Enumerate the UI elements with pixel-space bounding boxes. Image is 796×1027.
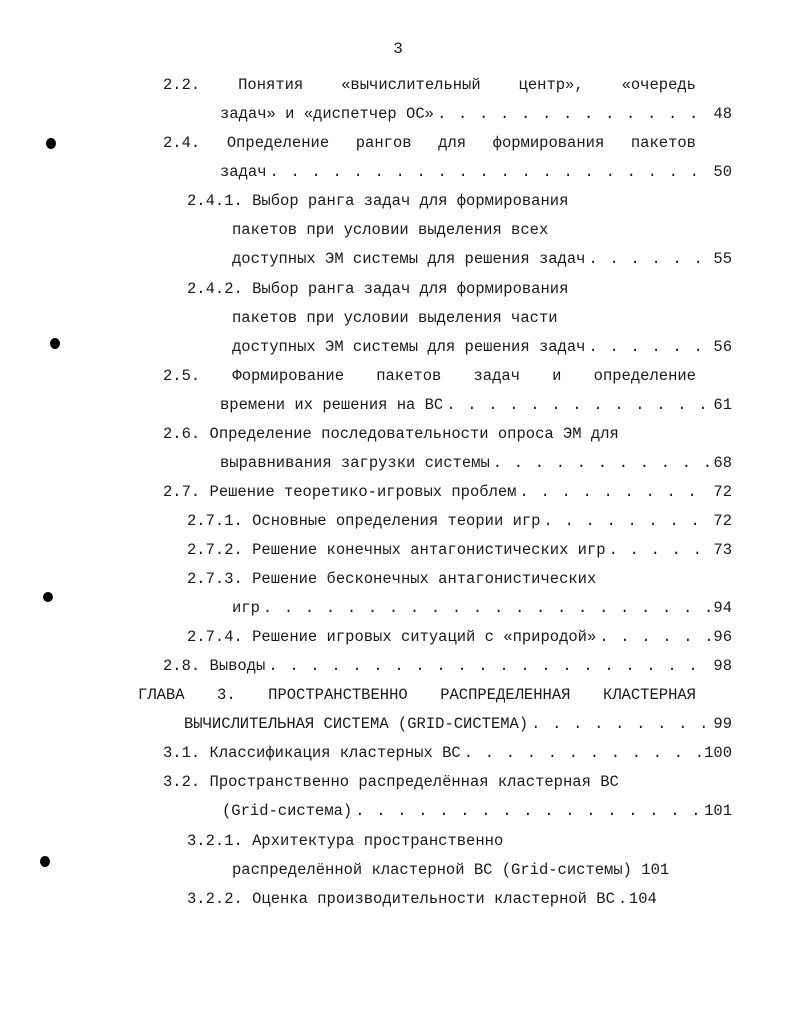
- toc-entry-3-2-2: [187, 888, 727, 910]
- toc-page: 99: [713, 715, 732, 733]
- toc-entry-2-4-1-line3: [232, 248, 732, 270]
- toc-entry-2-6-line1: [163, 423, 619, 445]
- toc-text: выравнивания загрузки системы: [220, 454, 490, 472]
- toc-entry-2-7-1: [187, 510, 732, 532]
- toc-text: Архитектура пространственно: [252, 832, 504, 850]
- dot-leader: [493, 452, 711, 474]
- toc-text: распределённой кластерной ВС (Grid-системы): [232, 861, 632, 879]
- toc-word: для: [438, 134, 467, 152]
- dot-leader: [446, 394, 710, 416]
- toc-number: 2.8.: [163, 657, 201, 675]
- toc-entry-2-7-3-line2: [232, 597, 732, 619]
- toc-page: 73: [713, 541, 732, 559]
- toc-word: 2.5.: [163, 367, 201, 385]
- toc-page: 50: [713, 163, 732, 181]
- toc-word: рангов: [355, 134, 412, 152]
- toc-text: Решение теоретико-игровых проблем: [209, 483, 517, 501]
- toc-page: 94: [713, 599, 732, 617]
- toc-text: Классификация кластерных ВС: [209, 744, 461, 762]
- toc-entry-2-4-2-line3: [232, 336, 732, 358]
- toc-entry-2-2-line1: [163, 74, 696, 96]
- toc-word: ГЛАВА: [138, 686, 185, 704]
- toc-entry-2-7-4: [187, 626, 732, 648]
- toc-number: 2.4.2.: [187, 280, 243, 298]
- toc-entry-2-5-line1: [163, 365, 696, 387]
- toc-number: 2.7.3.: [187, 570, 243, 588]
- toc-word: Определение: [226, 134, 330, 152]
- toc-page: 56: [713, 338, 732, 356]
- toc-number: 2.7.: [163, 483, 201, 501]
- toc-text: времени их решения на ВС: [220, 396, 444, 414]
- toc-page: 101: [641, 861, 670, 879]
- toc-page: 72: [713, 483, 732, 501]
- toc-word: 3.: [217, 686, 236, 704]
- toc-chapter-3-line1: [138, 684, 696, 706]
- toc-text: Определение последовательности опроса ЭМ для: [209, 425, 619, 443]
- toc-entry-2-2-line2: [220, 103, 732, 125]
- toc-text: Выбор ранга задач для формирования: [252, 192, 569, 210]
- toc-text: (Grid-система): [222, 802, 353, 820]
- toc-page: 61: [713, 396, 732, 414]
- dot-leader: [268, 655, 710, 677]
- toc-page: 100: [704, 744, 732, 762]
- toc-word: Формирование: [232, 367, 345, 385]
- toc-word: центр»,: [518, 76, 584, 94]
- toc-entry-2-7-3-line1: [187, 568, 596, 590]
- toc-number: 2.7.4.: [187, 628, 243, 646]
- toc-page: 68: [713, 454, 732, 472]
- toc-text: Выводы: [209, 657, 266, 675]
- toc-text: ВЫЧИСЛИТЕЛЬНАЯ СИСТЕМА (GRID-СИСТЕМА): [184, 715, 529, 733]
- toc-entry-3-2-1-line2: [232, 859, 669, 881]
- toc-word: «вычислительный: [341, 76, 481, 94]
- dot-leader: [355, 800, 701, 822]
- toc-word: пакетов: [630, 134, 696, 152]
- toc-entry-2-4-line1: [163, 132, 696, 154]
- toc-text: Оценка производительности кластерной ВС: [252, 890, 615, 908]
- toc-word: формирования: [492, 134, 605, 152]
- toc-entry-2-8: [163, 655, 732, 677]
- toc-entry-3-2-line1: [163, 771, 619, 793]
- toc-entry-2-6-line2: [220, 452, 732, 474]
- toc-entry-2-7-2: [187, 539, 732, 561]
- toc-entry-2-4-1-line2: пакетов при условии выделения всех: [232, 221, 549, 239]
- toc-text: Основные определения теории игр: [252, 512, 541, 530]
- toc-text: Пространственно распределённая кластерная ВС: [209, 773, 619, 791]
- toc-text: задач: [220, 163, 267, 181]
- binder-hole-mark: [43, 592, 53, 602]
- toc-entry-2-7: [163, 481, 732, 503]
- toc-chapter-3-line2: [184, 713, 732, 735]
- toc-number: 2.7.2.: [187, 541, 243, 559]
- dot-leader: [599, 626, 710, 648]
- toc-number: 3.2.: [163, 773, 201, 791]
- toc-number: 3.2.2.: [187, 890, 243, 908]
- binder-hole-mark: [46, 138, 56, 149]
- dot-leader: [531, 713, 710, 735]
- dot-leader: [263, 597, 710, 619]
- dot-leader: [588, 336, 710, 358]
- toc-text: задач» и «диспетчер ОС»: [220, 105, 434, 123]
- toc-word: ПРОСТРАНСТВЕННО: [268, 686, 408, 704]
- toc-word: 2.2.: [163, 76, 201, 94]
- toc-word: определение: [593, 367, 696, 385]
- toc-number: 2.6.: [163, 425, 201, 443]
- toc-word: 2.4.: [163, 134, 201, 152]
- toc-page: 104: [628, 890, 657, 908]
- toc-page: 72: [713, 512, 732, 530]
- dot-leader: [543, 510, 710, 532]
- toc-page: 55: [713, 250, 732, 268]
- dot-leader: [609, 539, 711, 561]
- toc-page: 48: [713, 105, 732, 123]
- toc-number: 3.2.1.: [187, 832, 243, 850]
- toc-word: пакетов: [376, 367, 442, 385]
- dot-leader: [588, 248, 710, 270]
- binder-hole-mark: [50, 338, 60, 349]
- toc-number: 3.1.: [163, 744, 201, 762]
- toc-entry-3-1: [163, 742, 732, 764]
- toc-word: РАСПРЕДЕЛЕННАЯ: [440, 686, 571, 704]
- toc-text: Решение бесконечных антагонистических: [252, 570, 597, 588]
- toc-entry-2-4-2-line1: [187, 278, 568, 300]
- toc-page: 101: [704, 802, 732, 820]
- toc-entry-2-4-2-line2: пакетов при условии выделения части: [232, 309, 558, 327]
- toc-word: задач: [473, 367, 520, 385]
- toc-entry-2-5-line2: [220, 394, 732, 416]
- page-number: 3: [393, 40, 403, 58]
- toc-page: 96: [713, 628, 732, 646]
- toc-page: 98: [713, 657, 732, 675]
- toc-entry-3-2-1-line1: [187, 830, 503, 852]
- toc-entry-3-2-line2: [222, 800, 732, 822]
- toc-entry-2-4-1-line1: [187, 190, 568, 212]
- dot-leader: [437, 103, 710, 125]
- toc-word: и: [552, 367, 562, 385]
- toc-word: «очередь: [621, 76, 696, 94]
- toc-text: игр: [232, 599, 260, 617]
- toc-word: Понятия: [238, 76, 304, 94]
- dot-leader: [519, 481, 710, 503]
- toc-text: Решение конечных антагонистических игр: [252, 541, 606, 559]
- toc-text: доступных ЭМ системы для решения задач: [232, 250, 586, 268]
- dot-leader: [464, 742, 701, 764]
- toc-text: Выбор ранга задач для формирования: [252, 280, 569, 298]
- toc-number: 2.7.1.: [187, 512, 243, 530]
- dot-leader: [270, 161, 711, 183]
- toc-entry-2-4-line2: [220, 161, 732, 183]
- toc-text: Решение игровых ситуаций с «природой»: [252, 628, 597, 646]
- toc-word: КЛАСТЕРНАЯ: [602, 686, 696, 704]
- toc-text: доступных ЭМ системы для решения задач: [232, 338, 586, 356]
- binder-hole-mark: [40, 856, 50, 867]
- dot-leader: [618, 888, 626, 910]
- toc-number: 2.4.1.: [187, 192, 243, 210]
